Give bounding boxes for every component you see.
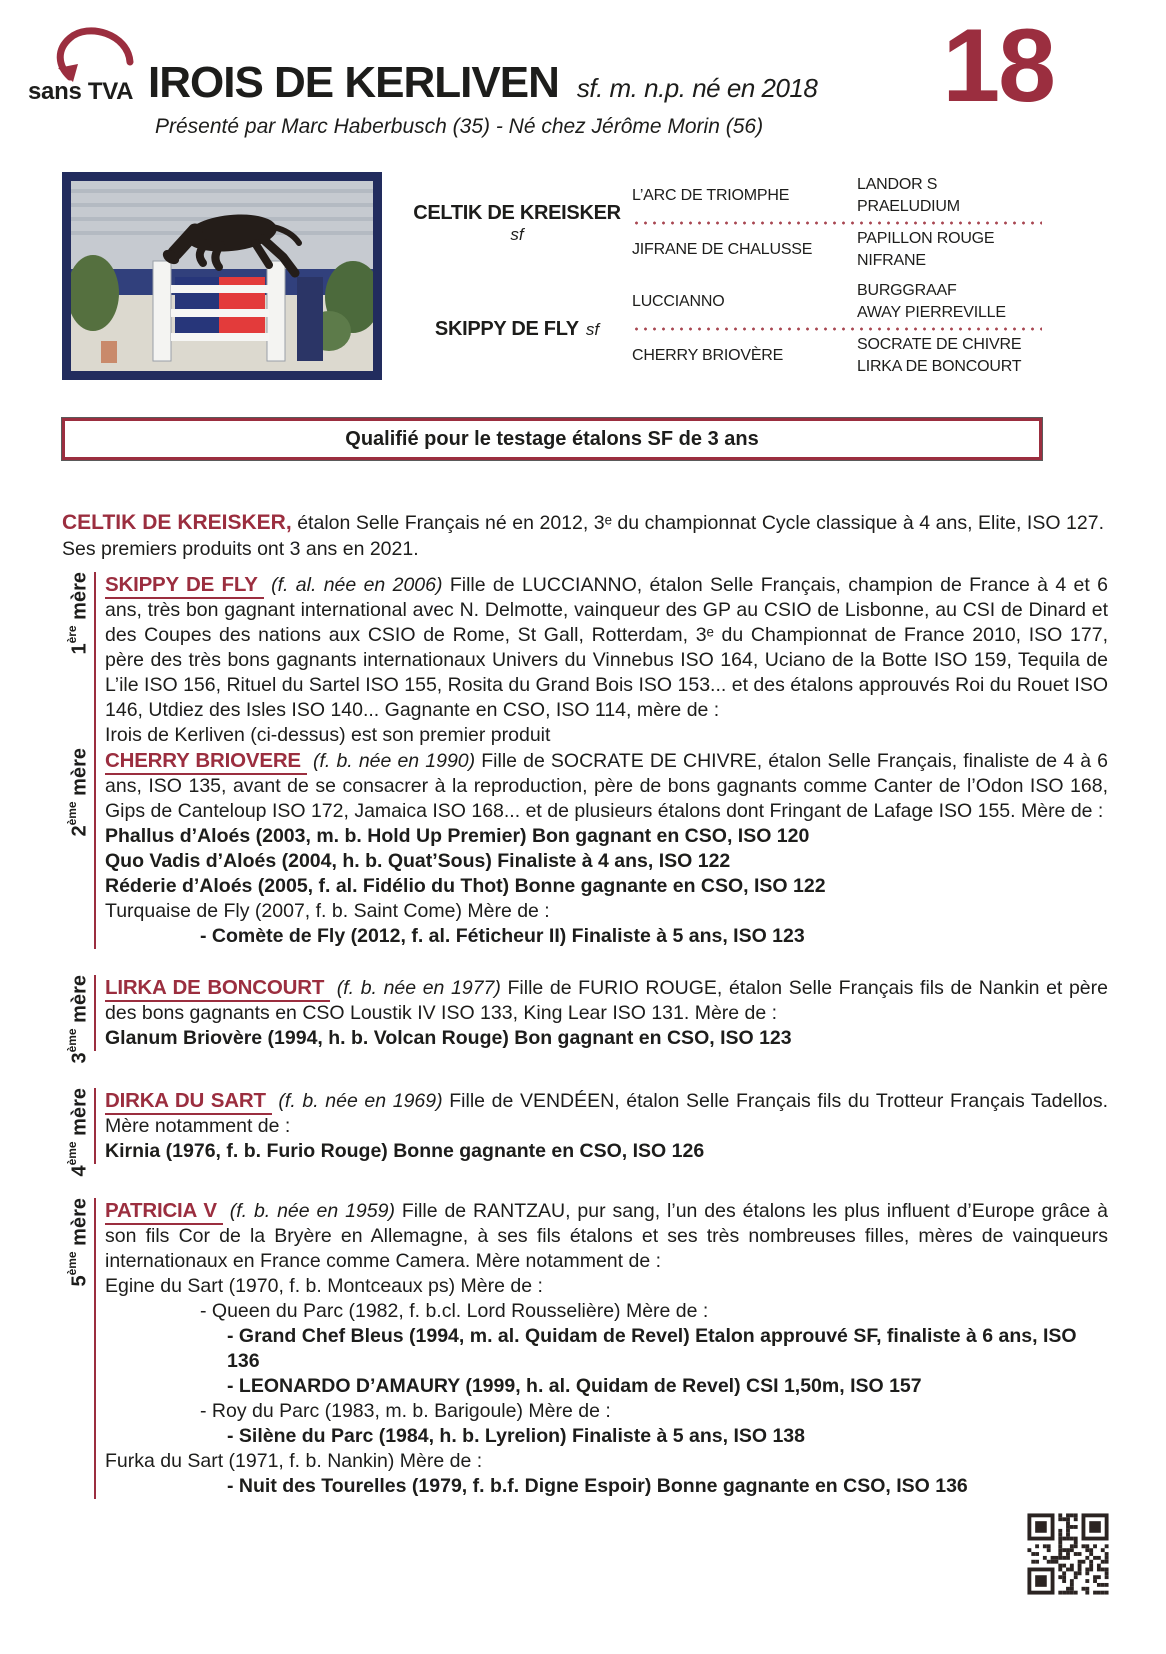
birth-detail: (f. al. née en 2006)	[271, 574, 443, 596]
pedigree-line: Turquaise de Fly (2007, f. b. Saint Come) Mère de :	[105, 900, 550, 922]
sire-note	[62, 510, 1104, 562]
ancestor: PRAELUDIUM	[857, 198, 960, 215]
dam-section-2-label: 2ème mère	[65, 748, 91, 837]
pedigree-line: Glanum Briovère (1994, h. b. Volcan Rouge) Bon gagnant en CSO, ISO 123	[105, 1027, 792, 1049]
pedigree-line: - Nuit des Tourelles (1979, f. b.f. Digne Espoir) Bonne gagnante en CSO, ISO 136	[227, 1475, 968, 1497]
sire-dam: JIFRANE DE CHALUSSE	[632, 241, 813, 258]
birth-detail: (f. b. née en 1977)	[336, 977, 501, 999]
dam-section-4-heading: DIRKA DU SART	[105, 1089, 272, 1115]
pedigree-line: Egine du Sart (1970, f. b. Montceaux ps) Mère de :	[105, 1275, 543, 1297]
pedigree-line: - Silène du Parc (1984, h. b. Lyrelion) Finaliste à 5 ans, ISO 138	[227, 1425, 805, 1447]
dam-section-5-intro	[105, 1198, 1108, 1274]
dam-sire: LUCCIANNO	[632, 293, 725, 310]
dam-section-3-label: 3ème mère	[65, 975, 91, 1064]
dam-section-2-intro	[105, 748, 1108, 824]
dam-section-1-heading: SKIPPY DE FLY	[105, 573, 264, 599]
ancestor: AWAY PIERREVILLE	[857, 304, 1006, 321]
pedigree-line: - Roy du Parc (1983, m. b. Barigoule) Mère de :	[200, 1400, 611, 1422]
pedigree-dam-block	[402, 278, 1042, 380]
dam-section-5-heading: PATRICIA V	[105, 1199, 223, 1225]
birth-detail: (f. b. née en 1990)	[313, 750, 476, 772]
intro-text: Fille de LUCCIANNO, étalon Selle Français, champion de France à 4 et 6 ans, très bon gagnant international avec N. Delmotte, vainqueur des GP au CSIO de Lisbonne, au CSI de Dinard et des Coupes des nations aux CSIO de Rome, St Gall, Rotterdam, 3ᵉ du Championnat de France 2010, ISO 177, père des très bons gagnants internationaux Univers du Vinnebus ISO 164, Uciano de la Botte ISO 159, Tequila de L’ile ISO 156, Rituel du Sartel ISO 155, Rosita du Grand Bois ISO 153... et des étalons approuvés Roi du Rouet ISO 146, Utdiez des Isles ISO 140... Gagnante en CSO, ISO 114, mère de :	[105, 574, 1108, 721]
pedigree-line: Réderie d’Aloés (2005, f. al. Fidélio du Thot) Bonne gagnante en CSO, ISO 122	[105, 875, 826, 897]
dam-section-4	[62, 1088, 1108, 1177]
qualification-text: Qualifié pour le testage étalons SF de 3 ans	[345, 427, 759, 450]
dam-section-2-heading: CHERRY BRIOVERE	[105, 749, 307, 775]
dam-section-3-intro	[105, 975, 1108, 1026]
pedigree-line: Quo Vadis d’Aloés (2004, h. b. Quat’Sous) Finaliste à 4 ans, ISO 122	[105, 850, 731, 872]
tax-label: sans TVA	[28, 78, 134, 105]
dam-section-3	[62, 975, 1108, 1064]
ancestor: PAPILLON ROUGE	[857, 230, 995, 247]
page-title: IROIS DE KERLIVEN	[148, 58, 559, 107]
dam-dam: CHERRY BRIOVÈRE	[632, 347, 784, 364]
dam-section-4-label: 4ème mère	[65, 1088, 91, 1177]
dotted-divider	[632, 221, 1042, 225]
pedigree-line: Kirnia (1976, f. b. Furio Rouge) Bonne gagnante en CSO, ISO 126	[105, 1140, 705, 1162]
sire-breed: sf	[510, 224, 524, 244]
pedigree-line: - Comète de Fly (2012, f. al. Féticheur II) Finaliste à 5 ans, ISO 123	[200, 925, 805, 947]
dam-section-5-label: 5ème mère	[65, 1198, 91, 1287]
presented-by: Présenté par Marc Haberbusch (35) - Né chez Jérôme Morin (56)	[155, 115, 764, 138]
curved-arrow-icon	[46, 20, 146, 86]
sire-sire: L’ARC DE TRIOMPHE	[632, 187, 790, 204]
ancestor: BURGGRAAF	[857, 282, 957, 299]
ancestor: SOCRATE DE CHIVRE	[857, 336, 1022, 353]
dam-section-5	[62, 1198, 1108, 1499]
dam-section-4-intro	[105, 1088, 1108, 1139]
birth-detail: (f. b. née en 1959)	[229, 1200, 395, 1222]
pedigree-line: Furka du Sart (1971, f. b. Nankin) Mère de :	[105, 1450, 483, 1472]
dam-section-2	[62, 748, 1108, 949]
dam-section-1-label: 1ère mère	[65, 572, 91, 655]
sire-name: CELTIK DE KREISKER	[413, 201, 621, 224]
sire-note-name: CELTIK DE KREISKER,	[62, 510, 292, 534]
pedigree-line: - LEONARDO D’AMAURY (1999, h. al. Quidam de Revel) CSI 1,50m, ISO 157	[227, 1375, 922, 1397]
horse-photo	[62, 172, 382, 380]
pedigree-line: Phallus d’Aloés (2003, m. b. Hold Up Premier) Bon gagnant en CSO, ISO 120	[105, 825, 810, 847]
pedigree-table	[402, 172, 1042, 380]
pedigree-sire-block	[402, 172, 1042, 274]
dam-section-1-intro	[105, 572, 1108, 723]
dam-section-1	[62, 572, 1108, 748]
dam-section-3-heading: LIRKA DE BONCOURT	[105, 976, 330, 1002]
ancestor: NIFRANE	[857, 252, 926, 269]
qualification-banner	[62, 418, 1042, 460]
pedigree-line: - Queen du Parc (1982, f. b.cl. Lord Rousselière) Mère de :	[200, 1300, 709, 1322]
sire-note-text: étalon Selle Français né en 2012, 3ᵉ du championnat Cycle classique à 4 ans, Elite, ISO 127. Ses premiers produits ont 3 ans en 2021.	[62, 511, 1104, 560]
intro-text: Fille de FURIO ROUGE, étalon Selle Français fils de Nankin et père des bons gagnants en CSO Loustik IV ISO 133, King Lear ISO 131. Mère de :	[105, 977, 1108, 1024]
birth-detail: (f. b. née en 1969)	[278, 1090, 443, 1112]
title-suffix: sf. m. n.p. né en 2018	[576, 73, 818, 103]
intro-text: Fille de VENDÉEN, étalon Selle Français fils du Trotteur Français Tadellos. Mère notamment de :	[105, 1090, 1109, 1137]
pedigree-line: Irois de Kerliven (ci-dessus) est son premier produit	[105, 724, 551, 746]
dam-breed: sf	[585, 319, 600, 339]
ancestor: LANDOR S	[857, 176, 938, 193]
intro-text: Fille de SOCRATE DE CHIVRE, étalon Selle Français, finaliste de 4 à 6 ans, ISO 135, avant de se consacrer à la reproduction, père de bons gagnants comme Canter de l’Odon ISO 168, Gips de Canteloup ISO 172, Jamaica ISO 168... et de plusieurs étalons dont Fringant de Lafage ISO 155. Mère de :	[105, 750, 1108, 822]
dam-name: SKIPPY DE FLY	[434, 317, 579, 340]
catalog-number: 18	[942, 8, 1054, 124]
pedigree-line: - Grand Chef Bleus (1994, m. al. Quidam de Revel) Etalon approuvé SF, finaliste à 6 ans, ISO 136	[227, 1325, 1077, 1372]
dotted-divider	[632, 327, 1042, 331]
qr-code	[1012, 1498, 1124, 1610]
ancestor: LIRKA DE BONCOURT	[857, 358, 1022, 375]
intro-text: Fille de RANTZAU, pur sang, l’un des étalons les plus influent d’Europe grâce à son fils Cor de la Bryère en Allemagne, à ses fils étalons et ses très nombreuses filles, mères de vainqueurs internationaux en France comme Camera. Mère notamment de :	[105, 1200, 1109, 1272]
